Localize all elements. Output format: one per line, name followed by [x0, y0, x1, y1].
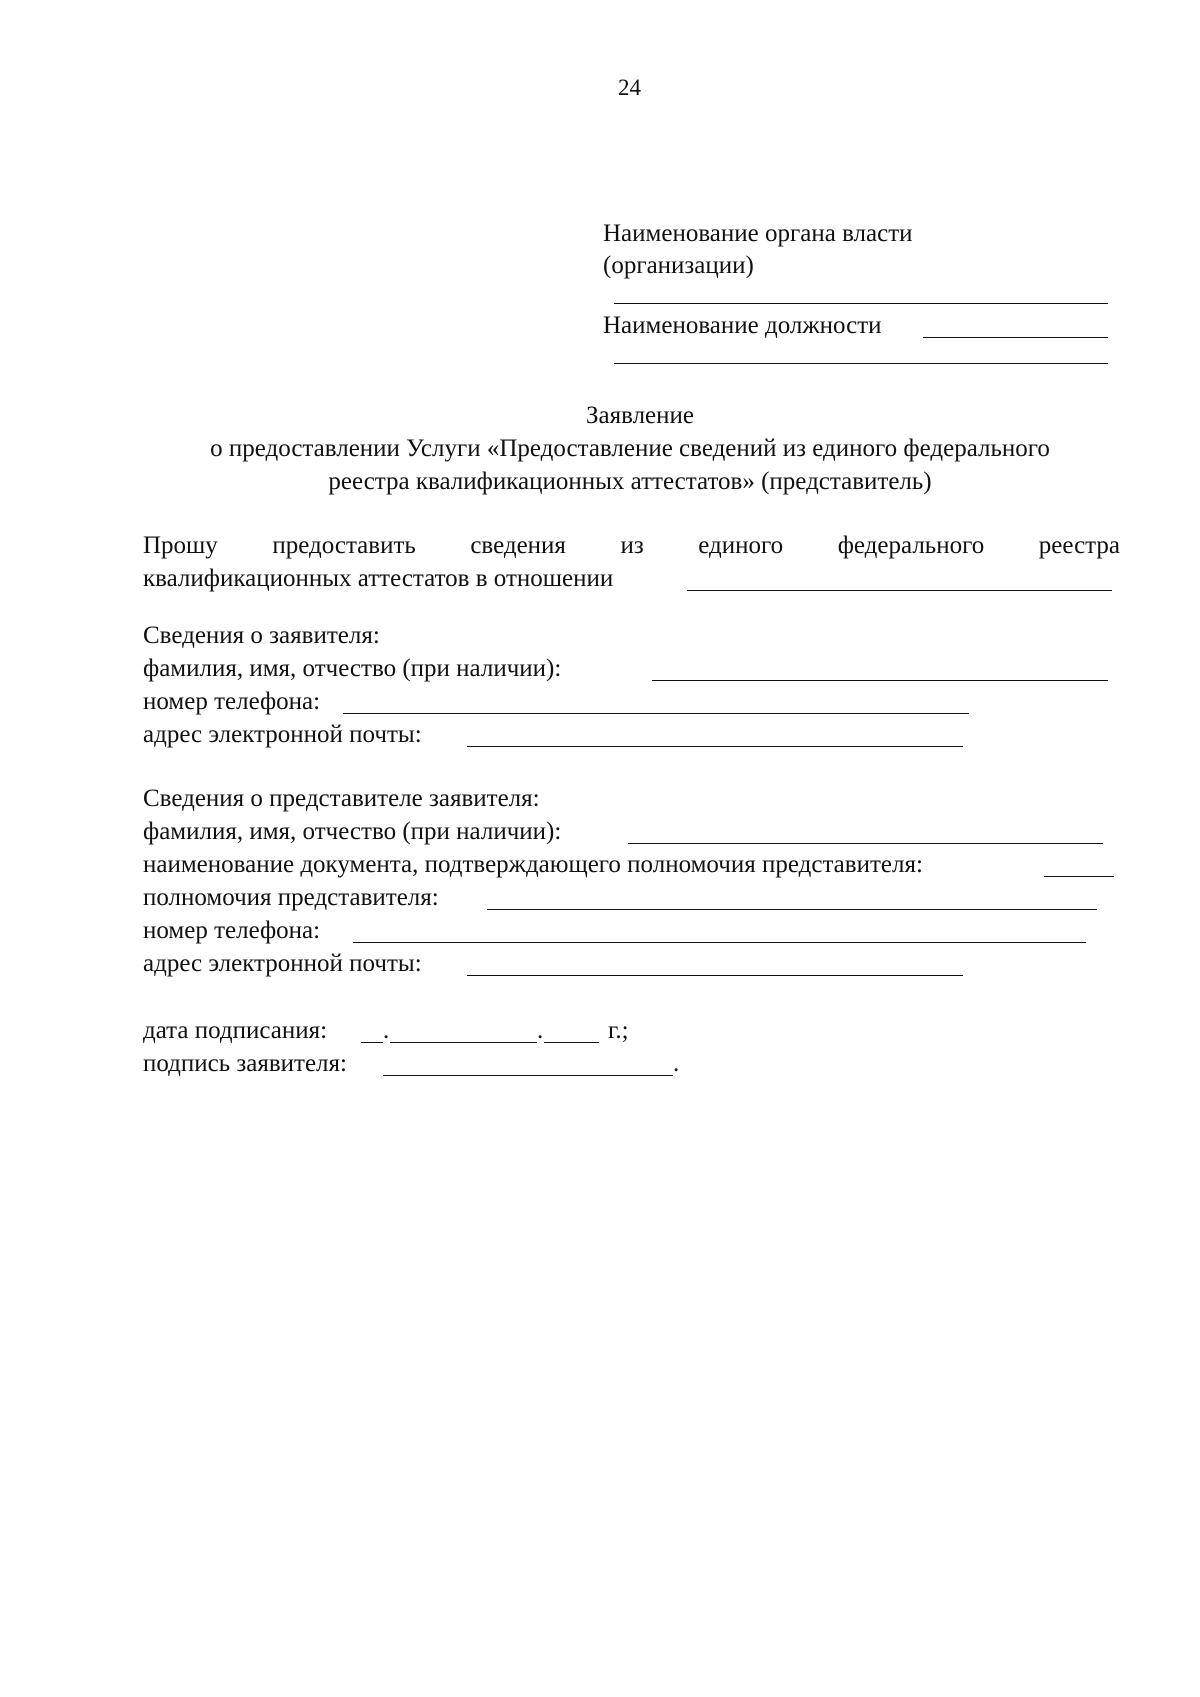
- position-field-cont[interactable]: [614, 363, 1108, 364]
- applicant-phone-field[interactable]: [343, 713, 969, 714]
- request-word: Прошу: [143, 532, 218, 559]
- request-line1: [143, 533, 1120, 558]
- authority-name-field[interactable]: [614, 303, 1108, 304]
- representative-document-label: наименование документа, подтверждающего полномочия представителя:: [143, 851, 923, 878]
- document-title: Заявление: [585, 402, 695, 429]
- year-suffix: г.;: [608, 1017, 629, 1044]
- representative-phone-field[interactable]: [353, 942, 1086, 943]
- signing-month-field[interactable]: [390, 1042, 537, 1043]
- date-separator: .: [537, 1017, 544, 1044]
- position-label: Наименование должности: [603, 312, 882, 339]
- request-line2: квалификационных аттестатов в отношении: [143, 565, 614, 592]
- applicant-name-field[interactable]: [652, 680, 1108, 681]
- date-separator: .: [383, 1017, 390, 1044]
- authority-name-label-cont: (организации): [603, 252, 754, 279]
- document-subtitle-line1: о предоставлении Услуги «Предоставление сведений из единого федерального: [210, 435, 1050, 462]
- applicant-heading: Сведения о заявителя:: [143, 622, 380, 649]
- request-subject-field[interactable]: [687, 590, 1112, 591]
- page-number: 24: [618, 75, 641, 100]
- representative-email-field[interactable]: [467, 975, 963, 976]
- representative-heading: Сведения о представителе заявителя:: [143, 785, 540, 812]
- request-word: предоставить: [272, 532, 416, 559]
- request-word: федерального: [837, 532, 985, 559]
- applicant-email-label: адрес электронной почты:: [143, 721, 422, 748]
- representative-document-field[interactable]: [1044, 876, 1114, 877]
- representative-name-field[interactable]: [628, 843, 1103, 844]
- representative-email-label: адрес электронной почты:: [143, 950, 422, 977]
- document-subtitle-line2: реестра квалификационных аттестатов» (представитель): [328, 468, 932, 495]
- request-word: из: [620, 532, 644, 559]
- signature-field[interactable]: [383, 1075, 673, 1076]
- signature-label: подпись заявителя:: [143, 1050, 347, 1077]
- position-field[interactable]: [923, 337, 1108, 338]
- signing-date-label: дата подписания:: [143, 1017, 328, 1044]
- representative-powers-field[interactable]: [487, 909, 1097, 910]
- request-word: реестра: [1038, 532, 1120, 559]
- signing-day-field[interactable]: [361, 1042, 383, 1043]
- applicant-phone-label: номер телефона:: [143, 688, 321, 715]
- applicant-email-field[interactable]: [467, 746, 963, 747]
- request-word: единого: [698, 532, 784, 559]
- authority-name-label: Наименование органа власти: [603, 220, 913, 247]
- signature-end-dot: .: [673, 1050, 680, 1077]
- signing-year-field[interactable]: [544, 1042, 599, 1043]
- representative-phone-label: номер телефона:: [143, 917, 321, 944]
- representative-powers-label: полномочия представителя:: [143, 884, 439, 911]
- request-word: сведения: [470, 532, 566, 559]
- representative-name-label: фамилия, имя, отчество (при наличии):: [143, 818, 562, 845]
- applicant-name-label: фамилия, имя, отчество (при наличии):: [143, 655, 562, 682]
